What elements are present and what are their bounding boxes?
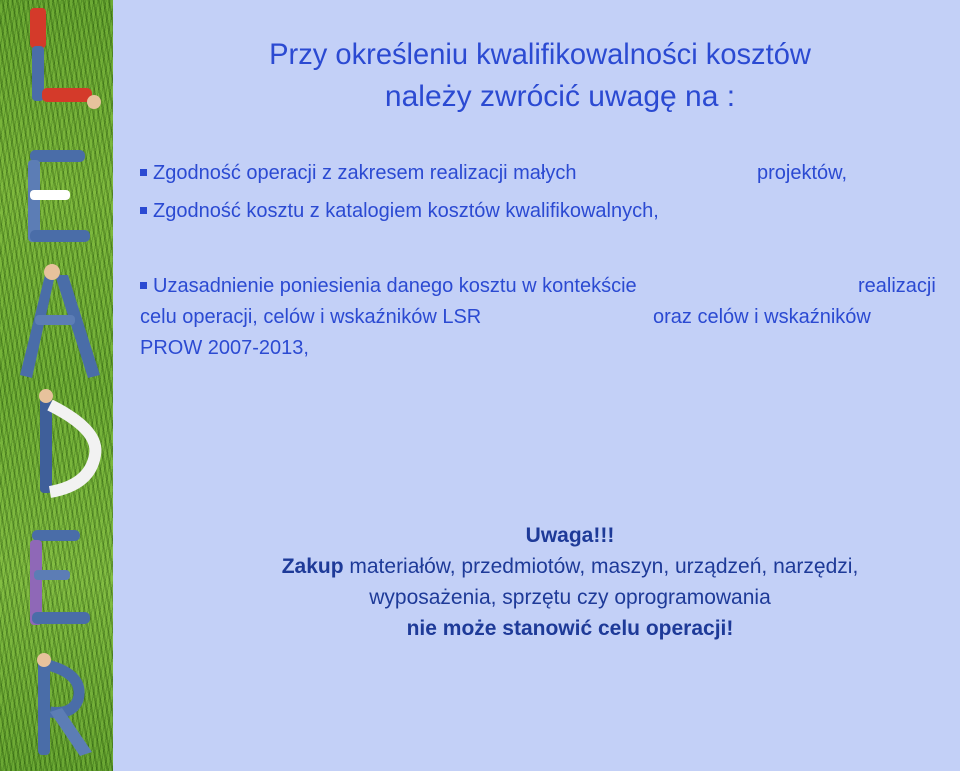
- title-line-2: należy zwrócić uwagę na :: [384, 80, 736, 113]
- bullet-3-line-2-tail: oraz celów i wskaźników: [653, 306, 871, 328]
- warning-heading: Uwaga!!!: [525, 524, 615, 547]
- slide-title: [160, 34, 920, 118]
- bullet-3-line-3: PROW 2007-2013,: [140, 337, 309, 359]
- bullet-item-1: [140, 160, 577, 186]
- person-letter-r: [37, 653, 92, 756]
- person-letter-d: [39, 389, 95, 493]
- warning-line-2: wyposażenia, sprzętu czy oprogramowania: [369, 586, 771, 609]
- bullet-3-line-1: Uzasadnienie poniesienia danego kosztu w kontekście: [153, 275, 637, 297]
- warning-line-1: [200, 551, 940, 582]
- warning-line-1-rest: materiałów, przedmiotów, maszyn, urządzeń, narzędzi,: [343, 555, 859, 578]
- person-letter-e2: [30, 530, 90, 625]
- bullet-1-tail: projektów,: [757, 162, 848, 184]
- bullet-2-text: Zgodność kosztu z katalogiem kosztów kwalifikowalnych,: [153, 200, 659, 222]
- person-letter-e: [28, 150, 90, 242]
- grass-photo-strip: [0, 0, 113, 771]
- person-letter-a: [20, 264, 100, 378]
- bullet-3-line-1-tail: realizacji: [858, 275, 936, 297]
- title-line-1: Przy określeniu kwalifikowalności kosztów: [269, 38, 811, 71]
- bullet-item-2: [140, 198, 659, 224]
- bullet-square-icon: [140, 282, 147, 289]
- warning-line-1-bold: Zakup: [281, 555, 344, 578]
- bullet-square-icon: [140, 207, 147, 214]
- warning-line-3: nie może stanowić celu operacji!: [406, 617, 734, 640]
- bullet-3-line-2: celu operacji, celów i wskaźników LSR: [140, 306, 482, 328]
- bullet-1-text: Zgodność operacji z zakresem realizacji małych: [153, 162, 577, 184]
- bullet-item-3: [140, 273, 637, 299]
- bullet-square-icon: [140, 169, 147, 176]
- warning-box: [200, 520, 940, 644]
- person-letter-l: [30, 8, 101, 109]
- people-letters-illustration: [0, 0, 113, 771]
